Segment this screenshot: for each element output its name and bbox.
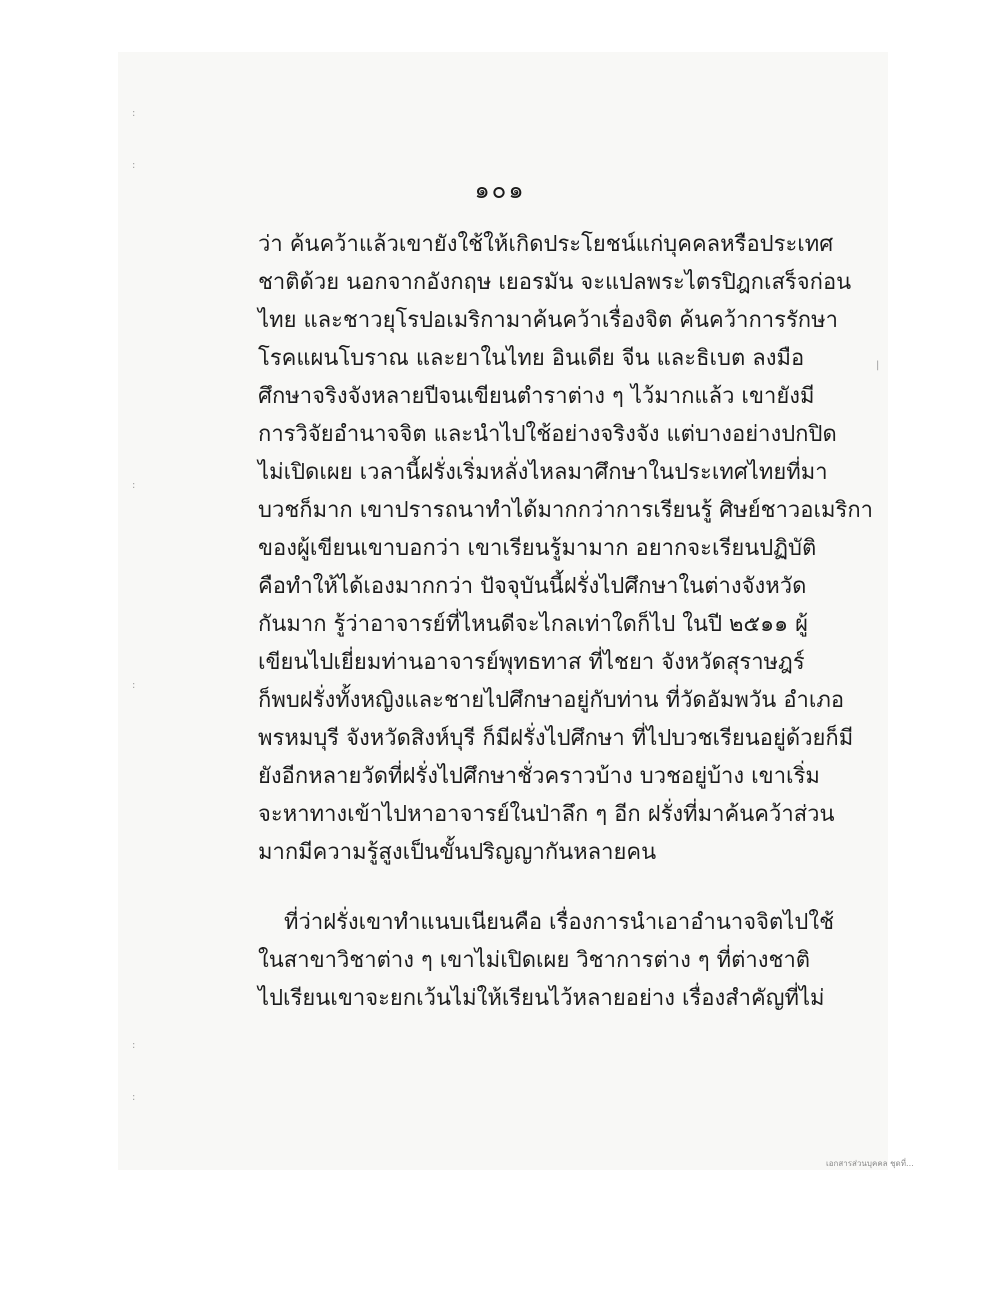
scan-speck: | bbox=[876, 360, 880, 371]
scan-speck: : bbox=[132, 108, 136, 119]
page-number: ๑๐๑ bbox=[474, 176, 526, 204]
scan-speck: : bbox=[132, 1040, 136, 1051]
text-line: โรคแผนโบราณ และยาในไทย อินเดีย จีน และธิเบต ลงมือ bbox=[258, 346, 805, 371]
text-line: ว่า ค้นคว้าแล้วเขายังใช้ให้เกิดประโยชน์แก่บุคคลหรือประเทศ bbox=[258, 232, 834, 257]
scan-speck: : bbox=[132, 480, 136, 491]
scan-speck: : bbox=[132, 1092, 136, 1103]
text-line: ไทย และชาวยุโรปอเมริกามาค้นคว้าเรื่องจิต ค้นคว้าการรักษา bbox=[258, 308, 838, 333]
scan-speck: : bbox=[132, 160, 136, 171]
text-line: การวิจัยอำนาจจิต และนำไปใช้อย่างจริงจัง แต่บางอย่างปกปิด bbox=[258, 422, 837, 447]
text-line: ของผู้เขียนเขาบอกว่า เขาเรียนรู้มามาก อยากจะเรียนปฏิบัติ bbox=[258, 536, 817, 561]
text-line: เขียนไปเยี่ยมท่านอาจารย์พุทธทาส ที่ไชยา จังหวัดสุราษฎร์ bbox=[258, 650, 805, 675]
text-line: ไม่เปิดเผย เวลานี้ฝรั่งเริ่มหลั่งไหลมาศึกษาในประเทศไทยที่มา bbox=[258, 460, 828, 485]
text-line: ชาติด้วย นอกจากอังกฤษ เยอรมัน จะแปลพระไตรปิฎกเสร็จก่อน bbox=[258, 270, 852, 295]
text-line: คือทำให้ได้เองมากกว่า ปัจจุบันนี้ฝรั่งไปศึกษาในต่างจังหวัด bbox=[258, 574, 807, 599]
text-line: บวชก็มาก เขาปรารถนาทำได้มากกว่าการเรียนรู้ ศิษย์ชาวอเมริกา bbox=[258, 498, 874, 523]
text-line: มากมีความรู้สูงเป็นขั้นปริญญากันหลายคน bbox=[258, 840, 657, 865]
text-line: พรหมบุรี จังหวัดสิงห์บุรี ก็มีฝรั่งไปศึกษา ที่ไปบวชเรียนอยู่ด้วยก็มี bbox=[258, 726, 854, 751]
scan-speck: : bbox=[132, 680, 136, 691]
text-line: ก็พบฝรั่งทั้งหญิงและชายไปศึกษาอยู่กับท่าน ที่วัดอัมพวัน อำเภอ bbox=[258, 688, 845, 713]
text-line: ในสาขาวิชาต่าง ๆ เขาไม่เปิดเผย วิชาการต่าง ๆ ที่ต่างชาติ bbox=[258, 948, 811, 973]
footer-note: เอกสารส่วนบุคคล ชุดที่... bbox=[826, 1159, 914, 1168]
text-line: ที่ว่าฝรั่งเขาทำแนบเนียนคือ เรื่องการนำเอาอำนาจจิตไปใช้ bbox=[284, 910, 835, 935]
text-line: จะหาทางเข้าไปหาอาจารย์ในป่าลึก ๆ อีก ฝรั่งที่มาค้นคว้าส่วน bbox=[258, 802, 835, 827]
text-line: ศึกษาจริงจังหลายปีจนเขียนตำราต่าง ๆ ไว้มากแล้ว เขายังมี bbox=[258, 384, 815, 409]
text-line: ยังอีกหลายวัดที่ฝรั่งไปศึกษาชั่วคราวบ้าง บวชอยู่บ้าง เขาเริ่ม bbox=[258, 764, 820, 789]
text-line: ไปเรียนเขาจะยกเว้นไม่ให้เรียนไว้หลายอย่าง เรื่องสำคัญที่ไม่ bbox=[258, 986, 825, 1011]
text-line: กันมาก รู้ว่าอาจารย์ที่ไหนดีจะไกลเท่าใดก็ไป ในปี ๒๕๑๑ ผู้ bbox=[258, 612, 808, 637]
